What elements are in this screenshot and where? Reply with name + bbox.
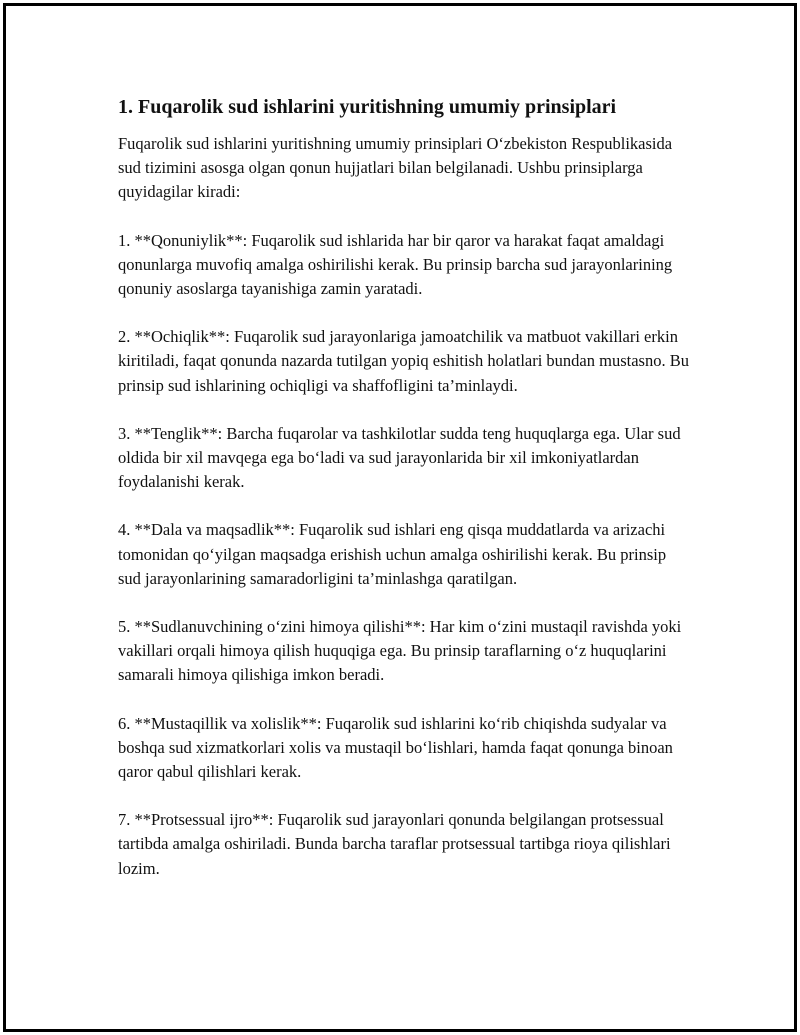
document-title: 1. Fuqarolik sud ishlarini yuritishning umumiy prinsiplari xyxy=(118,96,617,118)
principle-procedural-execution: 7. **Protsessual ijro**: Fuqarolik sud jarayonlari qonunda belgilangan protsessual tartibda amalga oshiriladi. Bunda barcha taraflar protsessual tartibga rioya qilishlari lozim. xyxy=(118,810,671,878)
principle-independence: 6. **Mustaqillik va xolislik**: Fuqarolik sud ishlarini ko‘rib chiqishda sudyalar va boshqa sud xizmatkorlari xolis va mustaqil bo‘lishlari, hamda faqat qonunga binoan qaror qabul qilishlari kerak. xyxy=(118,713,673,782)
principle-purposefulness: 4. **Dala va maqsadlik**: Fuqarolik sud ishlari eng qisqa muddatlarda va arizachi tomonidan qo‘yilgan maqsadga erishish uchun amalga oshirilishi kerak. Bu prinsip sud jarayonlarining samaradorligini ta’minlashga qaratilgan. xyxy=(118,520,667,588)
principle-equality: 3. **Tenglik**: Barcha fuqarolar va tashkilotlar sudda teng huquqlarga ega. Ular sud oldida bir xil mavqega ega bo‘ladi va sud jarayonlarida bir xil imkoniyatlardan foydalanishi kerak. xyxy=(118,423,681,492)
principle-self-defense: 5. **Sudlanuvchining o‘zini himoya qilishi**: Har kim o‘zini mustaqil ravishda yoki vakillari orqali himoya qilish huquqiga ega. Bu prinsip taraflarning o‘z huquqlarini samarali himoya qilishiga imkon beradi. xyxy=(118,617,682,685)
principle-openness: 2. **Ochiqlik**: Fuqarolik sud jarayonlariga jamoatchilik va matbuot vakillari erkin kiritiladi, faqat qonunda nazarda tutilgan yopiq eshitish holatlari bundan mustasno. Bu prinsip sud ishlarining ochiqligi va shaffofligini ta’minlaydi. xyxy=(118,327,689,395)
document-body xyxy=(118,92,693,905)
intro-paragraph: Fuqarolik sud ishlarini yuritishning umumiy prinsiplari O‘zbekiston Respublikasida sud tizimini asosga olgan qonun hujjatlari bilan belgilanadi. Ushbu prinsiplarga quyidagilar kiradi: xyxy=(118,134,673,202)
principle-legality: 1. **Qonuniylik**: Fuqarolik sud ishlarida har bir qaror va harakat faqat amaldagi qonunlarga muvofiq amalga oshirilishi kerak. Bu prinsip barcha sud jarayonlarining qonuniy asoslarga tayanishiga zamin yaratadi. xyxy=(118,230,673,299)
